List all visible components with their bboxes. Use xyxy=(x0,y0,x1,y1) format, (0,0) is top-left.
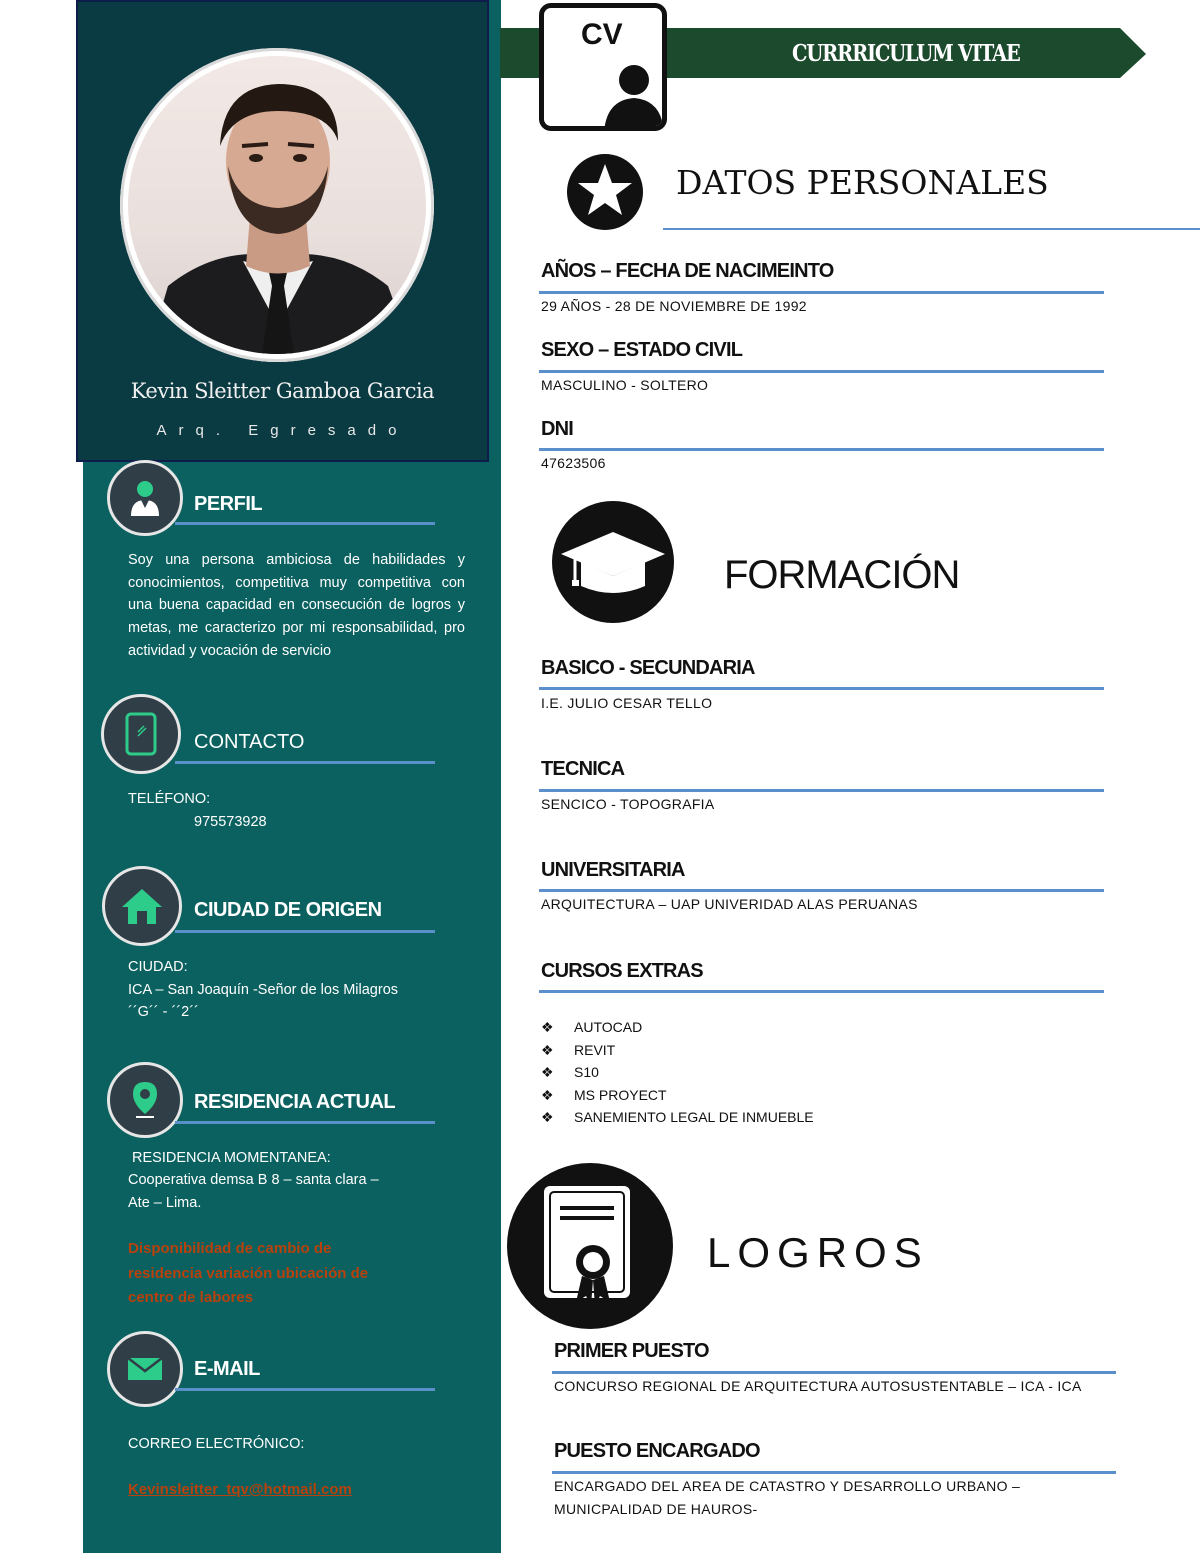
star-icon xyxy=(566,153,644,231)
logros-title: LOGROS xyxy=(707,1229,929,1276)
formacion-item-0-value: I.E. JULIO CESAR TELLO xyxy=(541,695,713,711)
residencia-line2: Ate – Lima. xyxy=(128,1195,202,1211)
curso-item xyxy=(541,1087,667,1104)
cv-icon xyxy=(539,3,667,131)
ciudad-divider xyxy=(175,930,435,933)
curso-label: REVIT xyxy=(574,1042,616,1058)
graduation-cap-icon xyxy=(551,500,675,624)
map-pin-icon xyxy=(130,1080,160,1120)
phone-label: TELÉFONO: xyxy=(128,791,211,807)
ciudad-label: CIUDAD: xyxy=(128,959,188,975)
formacion-item-1-label: TECNICA xyxy=(541,758,625,780)
curso-label: SANEMIENTO LEGAL DE INMUEBLE xyxy=(574,1109,814,1125)
datos-item-0-value: 29 AÑOS - 28 DE NOVIEMBRE DE 1992 xyxy=(541,298,807,314)
datos-item-2-label: DNI xyxy=(541,418,574,440)
residencia-note-1: Disponibilidad de cambio de xyxy=(128,1240,332,1257)
residencia-icon-circle xyxy=(107,1062,183,1138)
phone-number[interactable]: 975573928 xyxy=(194,814,267,830)
formacion-item-0-label: BASICO - SECUNDARIA xyxy=(541,657,755,679)
datos-item-1-value: MASCULINO - SOLTERO xyxy=(541,377,709,393)
curso-item xyxy=(541,1019,642,1036)
datos-title: DATOS PERSONALES xyxy=(676,163,1049,202)
residencia-note-3: centro de labores xyxy=(128,1289,254,1306)
envelope-icon xyxy=(126,1354,164,1384)
person-photo-illustration xyxy=(128,56,426,354)
formacion-title: FORMACIÓN xyxy=(724,553,960,597)
logros-item-0-value: CONCURSO REGIONAL DE ARQUITECTURA AUTOSUSTENTABLE – ICA - ICA xyxy=(554,1378,1082,1394)
logros-item-1-value-2: MUNICPALIDAD DE HAUROS- xyxy=(554,1501,758,1517)
logros-item-0-label: PRIMER PUESTO xyxy=(554,1340,709,1362)
datos-item-2-line xyxy=(539,448,1104,451)
datos-item-2-value: 47623506 xyxy=(541,455,606,471)
user-icon xyxy=(125,478,165,518)
residencia-divider xyxy=(175,1121,435,1124)
formacion-item-2-line xyxy=(539,889,1104,892)
logros-item-0-line xyxy=(552,1371,1116,1374)
datos-title-line xyxy=(663,228,1200,230)
profile-subtitle: Arq. Egresado xyxy=(156,422,409,439)
email-address-link[interactable]: Kevinsleitter_tqv@hotmail.com xyxy=(128,1481,352,1498)
formacion-item-2-label: UNIVERSITARIA xyxy=(541,859,685,881)
ciudad-line1: ICA – San Joaquín -Señor de los Milagros xyxy=(128,982,399,998)
curso-label: AUTOCAD xyxy=(574,1019,643,1035)
logros-item-1-label: PUESTO ENCARGADO xyxy=(554,1440,760,1462)
formacion-item-3-label: CURSOS EXTRAS xyxy=(541,960,703,982)
datos-item-0-label: AÑOS – FECHA DE NACIMEINTO xyxy=(541,260,834,282)
formacion-item-0-line xyxy=(539,687,1104,690)
bullet-diamond-icon: ❖ xyxy=(541,1109,554,1125)
email-title: E-MAIL xyxy=(194,1358,260,1380)
residencia-note-2: residencia variación ubicación de xyxy=(128,1265,369,1282)
certificate-icon xyxy=(506,1162,674,1330)
curso-item xyxy=(541,1064,599,1081)
residencia-line1: Cooperativa demsa B 8 – santa clara – xyxy=(128,1172,379,1188)
curso-item xyxy=(541,1109,814,1126)
banner-title: CURRRICULUM VITAE xyxy=(792,40,1020,67)
bullet-diamond-icon: ❖ xyxy=(541,1087,554,1103)
cv-label: CV xyxy=(581,18,623,51)
formacion-item-2-value: ARQUITECTURA – UAP UNIVERIDAD ALAS PERUANAS xyxy=(541,896,918,912)
contacto-icon-circle xyxy=(101,694,181,774)
email-label: CORREO ELECTRÓNICO: xyxy=(128,1436,305,1452)
phone-icon xyxy=(124,712,158,756)
datos-item-1-label: SEXO – ESTADO CIVIL xyxy=(541,339,743,361)
profile-photo xyxy=(120,48,434,362)
contacto-divider xyxy=(175,761,435,764)
datos-item-1-line xyxy=(539,370,1104,373)
ciudad-line2: ´´G´´ - ´´2´´ xyxy=(128,1004,199,1020)
perfil-icon-circle xyxy=(107,460,183,536)
curso-label: S10 xyxy=(574,1064,599,1080)
curso-item xyxy=(541,1042,615,1059)
home-icon xyxy=(120,886,164,926)
profile-name: Kevin Sleitter Gamboa Garcia xyxy=(130,379,435,403)
curso-label: MS PROYECT xyxy=(574,1087,667,1103)
ciudad-icon-circle xyxy=(102,866,182,946)
formacion-item-1-line xyxy=(539,789,1104,792)
bullet-diamond-icon: ❖ xyxy=(541,1019,554,1035)
email-icon-circle xyxy=(107,1331,183,1407)
bullet-diamond-icon: ❖ xyxy=(541,1064,554,1080)
contacto-title: CONTACTO xyxy=(194,731,305,753)
perfil-title: PERFIL xyxy=(194,493,263,515)
datos-item-0-line xyxy=(539,291,1104,294)
residencia-label: RESIDENCIA MOMENTANEA: xyxy=(132,1150,331,1166)
perfil-divider xyxy=(175,522,435,525)
residencia-title: RESIDENCIA ACTUAL xyxy=(194,1091,396,1113)
ciudad-title: CIUDAD DE ORIGEN xyxy=(194,899,382,921)
perfil-text: Soy una persona ambiciosa de habilidades y conocimientos, competitiva muy competitiva con una buena capacidad en consecución de logros y metas, me caracterizo por mi responsabilidad, pro actividad y vocación de servicio xyxy=(128,552,465,659)
logros-item-1-value: ENCARGADO DEL AREA DE CATASTRO Y DESARROLLO URBANO – xyxy=(554,1478,1021,1494)
formacion-item-1-value: SENCICO - TOPOGRAFIA xyxy=(541,796,715,812)
person-silhouette-icon xyxy=(584,58,664,131)
logros-item-1-line xyxy=(552,1471,1116,1474)
email-divider xyxy=(175,1388,435,1391)
bullet-diamond-icon: ❖ xyxy=(541,1042,554,1058)
formacion-item-3-line xyxy=(539,990,1104,993)
